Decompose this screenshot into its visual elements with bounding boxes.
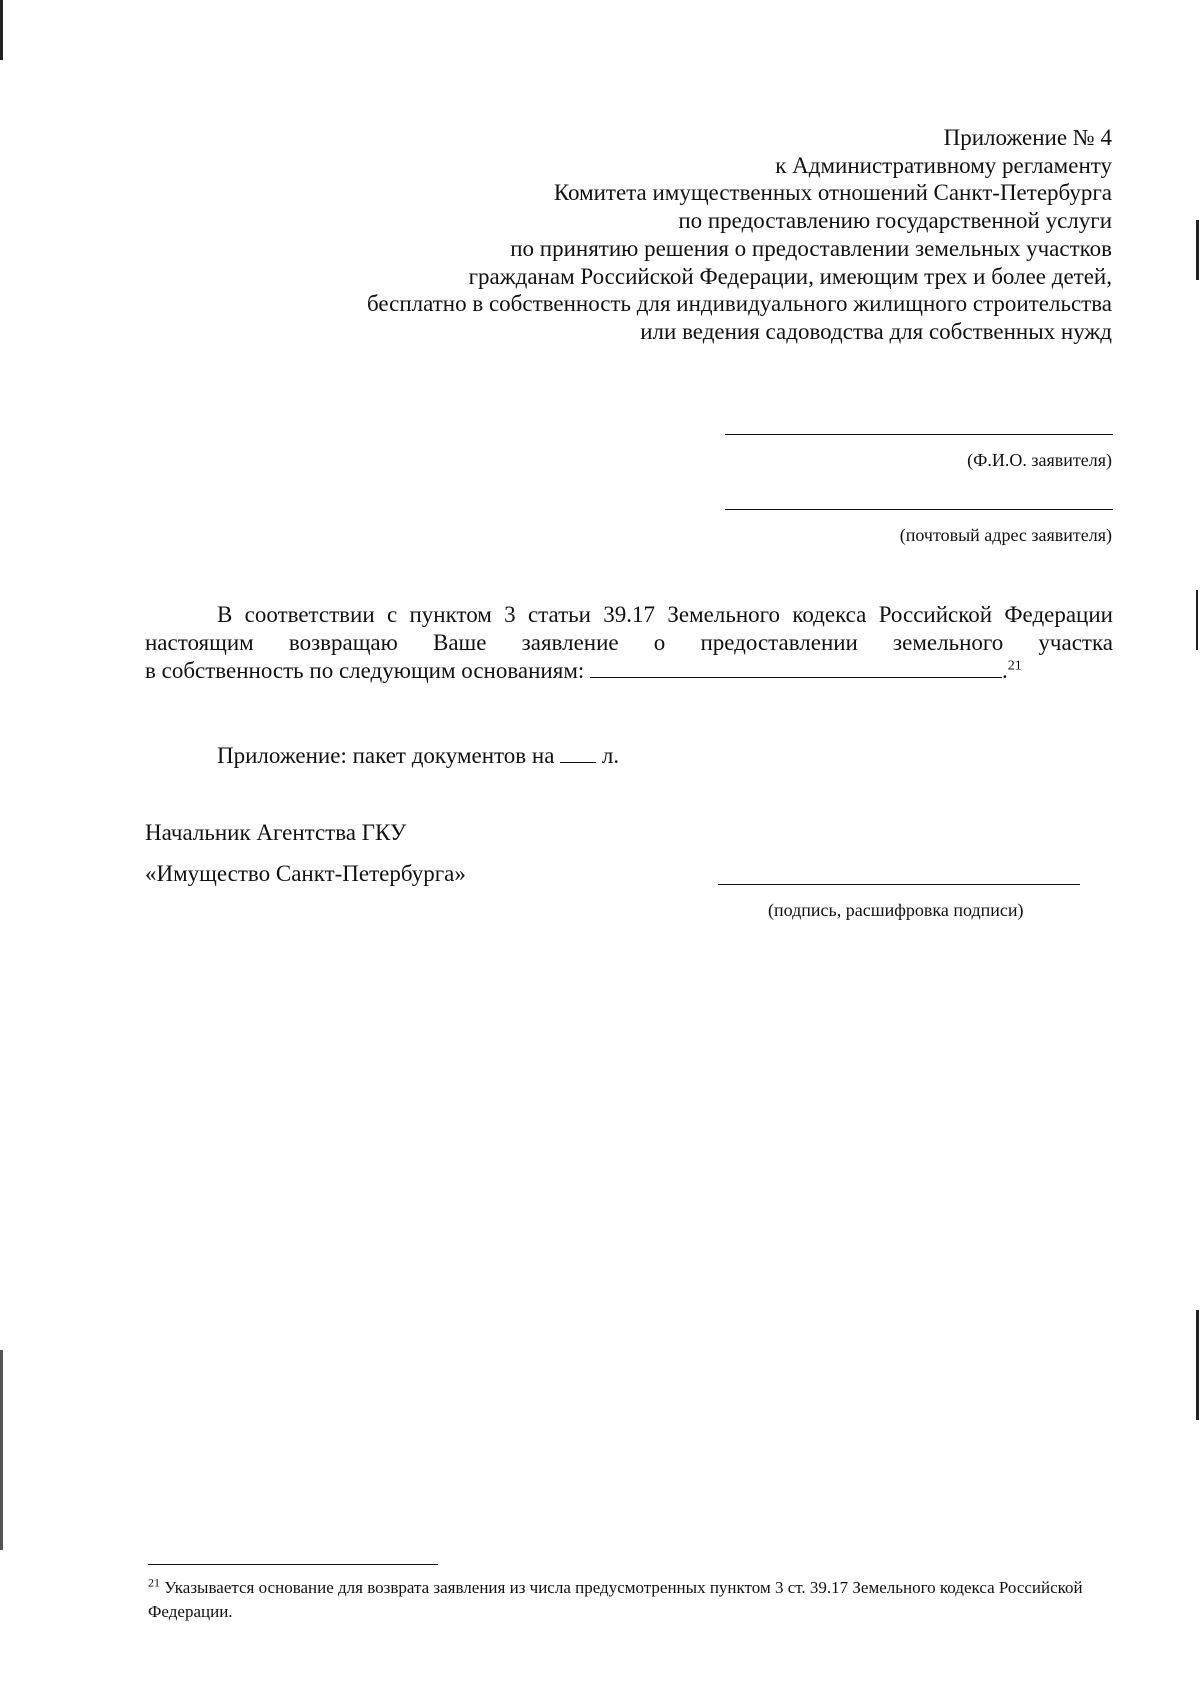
attachment-line <box>217 742 619 769</box>
footnote-reference: 21 <box>1007 658 1022 674</box>
signature-caption: (подпись, расшифровка подписи) <box>768 900 1024 920</box>
paragraph-line-2: настоящим возвращаю Ваше заявление о предоставлении земельного участка <box>145 630 1113 655</box>
header-line: по предоставлению государственной услуги <box>678 208 1112 234</box>
grounds-field[interactable] <box>590 657 1002 678</box>
header-line: или ведения садоводства для собственных нужд <box>640 318 1112 344</box>
header-line: Комитета имущественных отношений Санкт-Петербурга <box>553 180 1112 206</box>
attachment-unit: л. <box>601 743 620 768</box>
scan-edge-mark <box>1196 220 1199 280</box>
footnote <box>148 1576 1098 1624</box>
scan-edge-mark <box>1196 1310 1199 1420</box>
scan-edge-mark <box>0 1350 3 1550</box>
signature-field[interactable] <box>718 884 1080 885</box>
applicant-name-field[interactable] <box>725 434 1113 435</box>
grounds-label: в собственность по следующим основаниям: <box>145 658 585 683</box>
header-line: гражданам Российской Федерации, имеющим трех и более детей, <box>468 263 1112 289</box>
header-line: бесплатно в собственность для индивидуального жилищного строительства <box>366 291 1112 317</box>
attachment-pages-field[interactable] <box>560 742 596 763</box>
scan-edge-mark <box>1196 590 1198 650</box>
return-notice-paragraph <box>145 601 1113 685</box>
footnote-text: Указывается основание для возврата заявления из числа предусмотренных пунктом 3 ст. 39.17 Земельного кодекса Российской Федерации. <box>148 1578 1083 1621</box>
attachment-label: Приложение: пакет документов на <box>217 743 555 768</box>
signer-title-line-1: Начальник Агентства ГКУ <box>145 820 407 845</box>
footnote-number: 21 <box>148 1575 160 1590</box>
applicant-address-caption: (почтовый адрес заявителя) <box>899 525 1112 545</box>
appendix-header <box>292 124 1112 346</box>
scan-edge-mark <box>0 0 3 60</box>
paragraph-line-1: В соответствии с пунктом 3 статьи 39.17 Земельного кодекса Российской Федерации <box>217 602 1113 627</box>
signer-title-line-2: «Имущество Санкт-Петербурга» <box>145 861 466 886</box>
grounds-period: . <box>1002 658 1008 683</box>
header-line: по принятию решения о предоставлении земельных участков <box>510 235 1112 261</box>
applicant-name-caption: (Ф.И.О. заявителя) <box>967 450 1112 470</box>
header-line: к Административному регламенту <box>775 152 1112 178</box>
header-line: Приложение № 4 <box>943 125 1112 150</box>
paragraph-line-3 <box>145 657 1113 685</box>
footnote-separator <box>148 1564 438 1565</box>
applicant-address-field[interactable] <box>725 509 1113 510</box>
